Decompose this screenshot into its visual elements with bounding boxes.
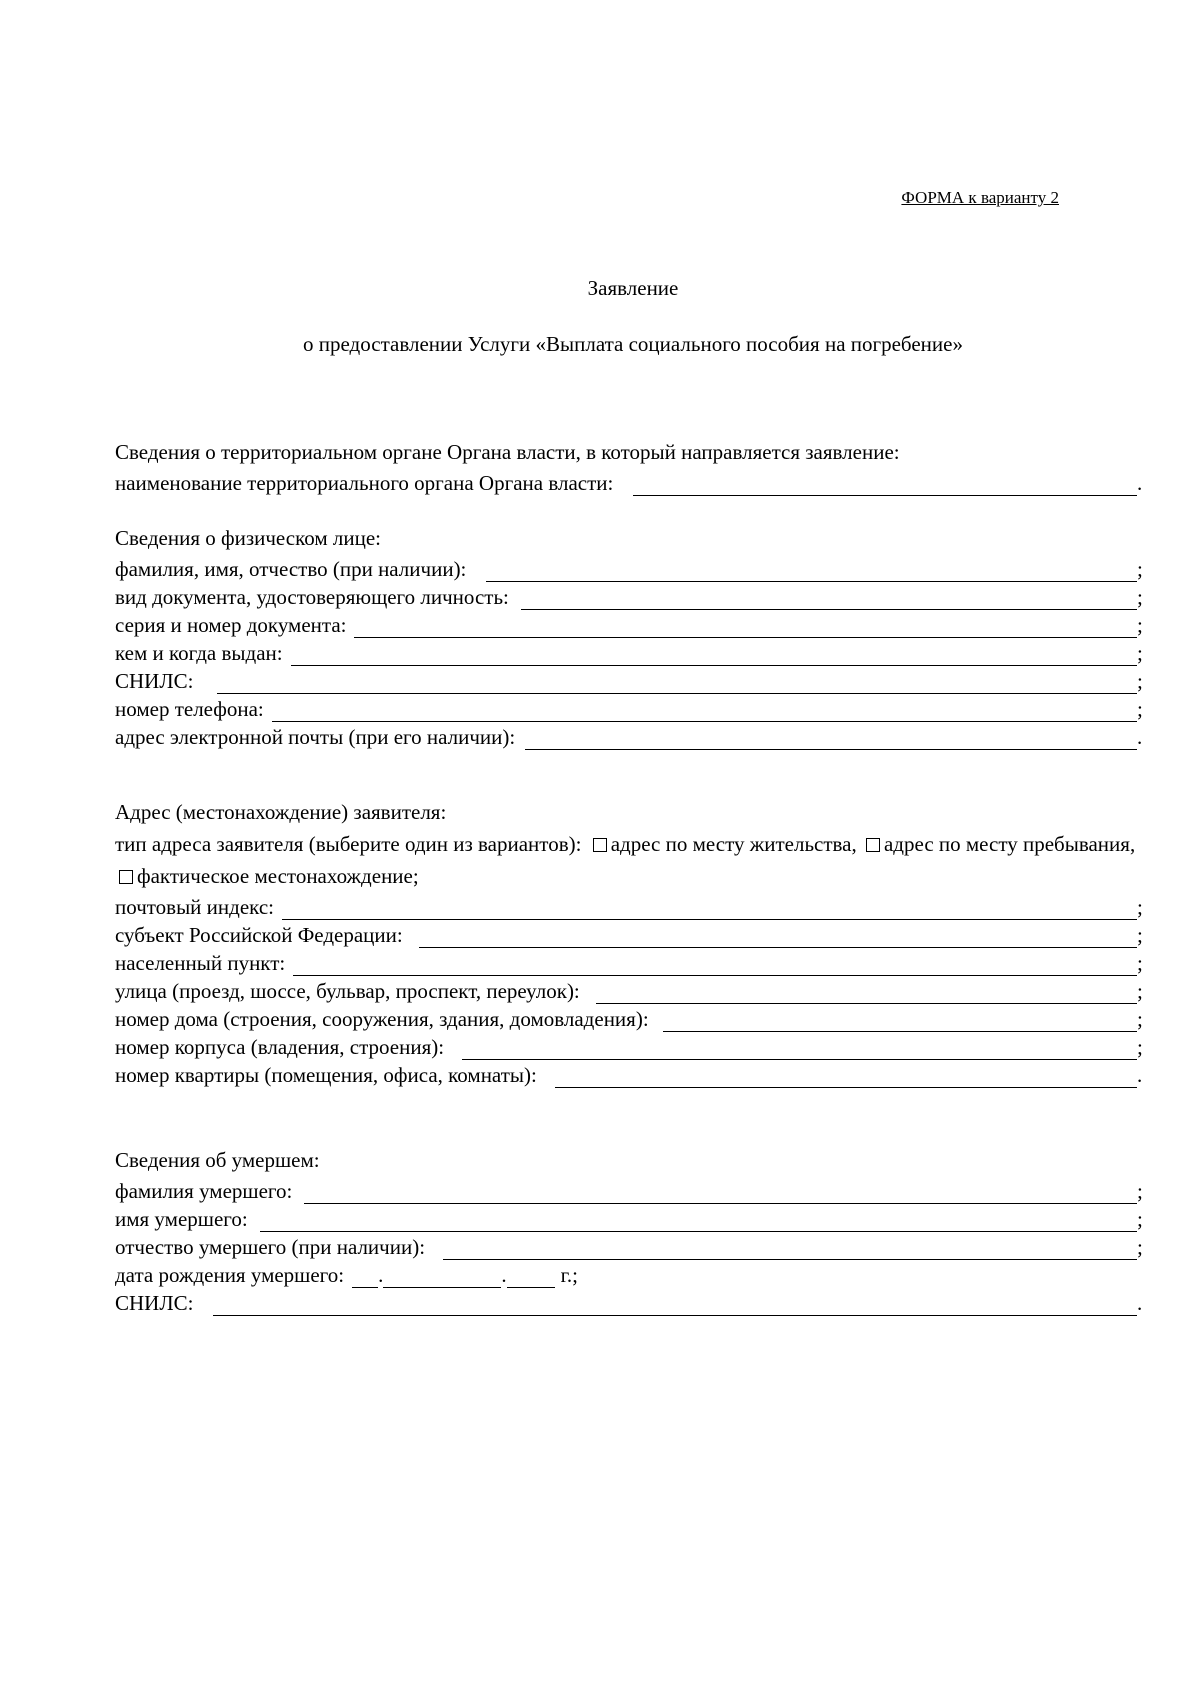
field-email[interactable] bbox=[115, 722, 1145, 750]
field-input-line[interactable] bbox=[419, 927, 1137, 948]
date-separator: . bbox=[501, 1263, 507, 1287]
field-snils[interactable] bbox=[115, 666, 1145, 694]
field-end: . bbox=[1137, 1291, 1143, 1315]
field-deceased-patronymic[interactable] bbox=[115, 1232, 1145, 1260]
section-heading: Сведения о физическом лице: bbox=[115, 526, 381, 550]
field-input-line[interactable] bbox=[272, 701, 1137, 722]
field-label: улица (проезд, шоссе, бульвар, проспект, переулок): bbox=[115, 979, 580, 1003]
field-end: ; bbox=[1137, 1207, 1143, 1231]
birth-month-line[interactable] bbox=[383, 1267, 501, 1288]
field-input-line[interactable] bbox=[291, 645, 1137, 666]
field-input-line[interactable] bbox=[462, 1039, 1137, 1060]
field-input-line[interactable] bbox=[293, 955, 1137, 976]
section-address bbox=[115, 800, 1145, 1088]
field-street[interactable] bbox=[115, 976, 1145, 1004]
section-heading: Адрес (местонахождение) заявителя: bbox=[115, 800, 447, 824]
field-end: ; bbox=[1137, 951, 1143, 975]
field-deceased-name[interactable] bbox=[115, 1204, 1145, 1232]
field-region[interactable] bbox=[115, 920, 1145, 948]
section-heading: Сведения о территориальном органе Органа власти, в который направляется заявление: bbox=[115, 440, 900, 464]
field-input-line[interactable] bbox=[213, 1295, 1137, 1316]
field-end: ; bbox=[1137, 979, 1143, 1003]
checkbox-stay[interactable] bbox=[866, 838, 880, 852]
field-label: СНИЛС: bbox=[115, 1291, 194, 1315]
address-type-prefix: тип адреса заявителя (выберите один из вариантов): bbox=[115, 832, 582, 856]
option-stay-label: адрес по месту пребывания, bbox=[883, 832, 1136, 856]
document-title: Заявление bbox=[587, 276, 679, 300]
field-locality[interactable] bbox=[115, 948, 1145, 976]
field-input-line[interactable] bbox=[304, 1183, 1137, 1204]
section-person bbox=[115, 526, 1145, 750]
field-postcode[interactable] bbox=[115, 892, 1145, 920]
field-input-line[interactable] bbox=[217, 673, 1137, 694]
address-type-choice bbox=[115, 828, 1145, 892]
field-input-line[interactable] bbox=[443, 1239, 1137, 1260]
field-end: ; bbox=[1137, 923, 1143, 947]
field-end: ; bbox=[1137, 1179, 1143, 1203]
field-end: . bbox=[1137, 471, 1143, 495]
field-end: ; bbox=[1137, 1235, 1143, 1259]
field-phone[interactable] bbox=[115, 694, 1145, 722]
field-label: субъект Российской Федерации: bbox=[115, 923, 403, 947]
document-subtitle: о предоставлении Услуги «Выплата социального пособия на погребение» bbox=[303, 332, 963, 356]
option-residence-label: адрес по месту жительства, bbox=[610, 832, 857, 856]
field-label: серия и номер документа: bbox=[115, 613, 347, 637]
field-fio[interactable] bbox=[115, 554, 1145, 582]
field-input-line[interactable] bbox=[260, 1211, 1137, 1232]
form-reference: ФОРМА к варианту 2 bbox=[901, 188, 1059, 207]
field-deceased-snils[interactable] bbox=[115, 1288, 1145, 1316]
field-label: адрес электронной почты (при его наличии): bbox=[115, 725, 516, 749]
field-input-line[interactable] bbox=[525, 729, 1137, 750]
field-end: ; bbox=[1137, 585, 1143, 609]
checkbox-actual[interactable] bbox=[119, 870, 133, 884]
field-organ-name[interactable] bbox=[115, 468, 1145, 496]
field-input-line[interactable] bbox=[633, 475, 1137, 496]
field-label: населенный пункт: bbox=[115, 951, 286, 975]
field-input-line[interactable] bbox=[486, 561, 1137, 582]
field-end: ; bbox=[1137, 557, 1143, 581]
field-label: дата рождения умершего: bbox=[115, 1263, 345, 1287]
field-label: вид документа, удостоверяющего личность: bbox=[115, 585, 509, 609]
field-label: имя умершего: bbox=[115, 1207, 248, 1231]
field-end: ; bbox=[1137, 669, 1143, 693]
field-end: ; bbox=[1137, 613, 1143, 637]
field-apartment[interactable] bbox=[115, 1060, 1145, 1088]
field-label: номер дома (строения, сооружения, здания, домовладения): bbox=[115, 1007, 649, 1031]
field-building[interactable] bbox=[115, 1032, 1145, 1060]
field-end: ; bbox=[1137, 1007, 1143, 1031]
date-year-suffix: г.; bbox=[560, 1263, 578, 1287]
field-id-doc-type[interactable] bbox=[115, 582, 1145, 610]
field-input-line[interactable] bbox=[354, 617, 1137, 638]
field-label: фамилия умершего: bbox=[115, 1179, 293, 1203]
field-input-line[interactable] bbox=[282, 899, 1137, 920]
field-label: почтовый индекс: bbox=[115, 895, 274, 919]
checkbox-residence[interactable] bbox=[593, 838, 607, 852]
birth-day-line[interactable] bbox=[352, 1267, 378, 1288]
date-separator: . bbox=[378, 1263, 384, 1287]
field-label: номер телефона: bbox=[115, 697, 264, 721]
field-label: отчество умершего (при наличии): bbox=[115, 1235, 426, 1259]
field-deceased-surname[interactable] bbox=[115, 1176, 1145, 1204]
field-house[interactable] bbox=[115, 1004, 1145, 1032]
birth-year-line[interactable] bbox=[507, 1267, 555, 1288]
field-label: кем и когда выдан: bbox=[115, 641, 283, 665]
field-input-line[interactable] bbox=[663, 1011, 1137, 1032]
field-end: ; bbox=[1137, 697, 1143, 721]
field-end: ; bbox=[1137, 641, 1143, 665]
field-input-line[interactable] bbox=[521, 589, 1137, 610]
field-label: наименование территориального органа Органа власти: bbox=[115, 471, 614, 495]
field-input-line[interactable] bbox=[596, 983, 1137, 1004]
section-heading: Сведения об умершем: bbox=[115, 1148, 320, 1172]
field-label: номер корпуса (владения, строения): bbox=[115, 1035, 445, 1059]
section-organ bbox=[115, 440, 1145, 496]
field-label: СНИЛС: bbox=[115, 669, 194, 693]
field-end: ; bbox=[1137, 895, 1143, 919]
field-label: фамилия, имя, отчество (при наличии): bbox=[115, 557, 467, 581]
field-end: . bbox=[1137, 1063, 1143, 1087]
field-input-line[interactable] bbox=[555, 1067, 1137, 1088]
field-end: . bbox=[1137, 725, 1143, 749]
field-doc-number[interactable] bbox=[115, 610, 1145, 638]
field-deceased-birthdate[interactable] bbox=[115, 1260, 1145, 1288]
option-actual-label: фактическое местонахождение; bbox=[137, 864, 419, 888]
field-end: ; bbox=[1137, 1035, 1143, 1059]
field-label: номер квартиры (помещения, офиса, комнаты): bbox=[115, 1063, 537, 1087]
field-issued-by[interactable] bbox=[115, 638, 1145, 666]
section-deceased bbox=[115, 1148, 1145, 1316]
